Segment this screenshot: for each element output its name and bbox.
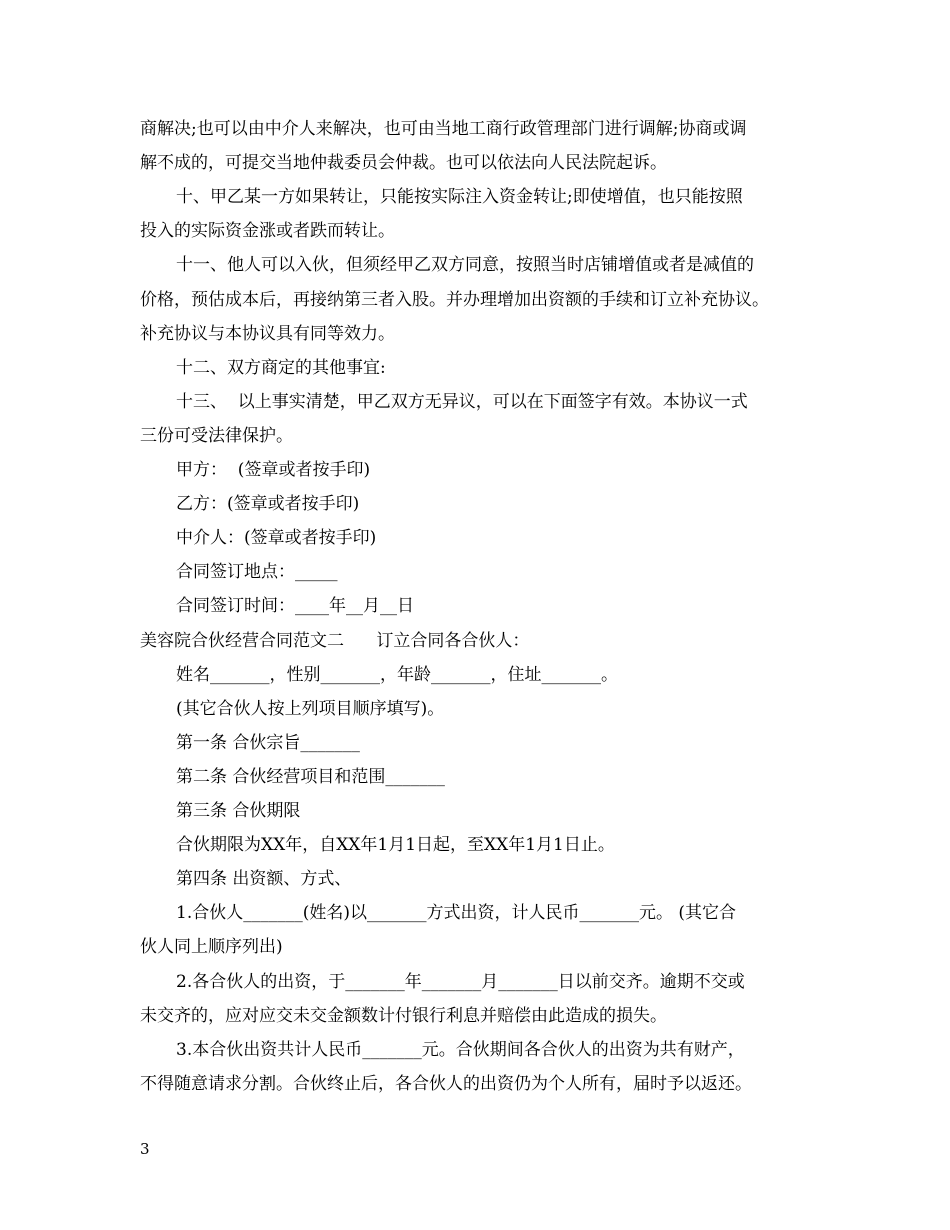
text-line: 1.合伙人_______(姓名)以_______方式出资，计人民币_______元。 (其它合: [176, 903, 737, 923]
text-line: 第一条 合伙宗旨_______: [176, 733, 360, 753]
text-line: 十二、双方商定的其他事宜:: [176, 358, 386, 378]
text-line: 甲方： (签章或者按手印): [176, 460, 371, 480]
text-line: 三份可受法律保护。: [140, 426, 293, 446]
text-line: 未交齐的，应对应交未交金额数计付银行利息并赔偿由此造成的损失。: [140, 1006, 667, 1026]
text-line: 伙人同上顺序列出): [140, 937, 283, 957]
text-line: 不得随意请求分割。合伙终止后，各合伙人的出资仍为个人所有，届时予以返还。: [140, 1074, 752, 1094]
text-line: 第四条 出资额、方式、: [176, 869, 352, 889]
text-line: 乙方：(签章或者按手印): [176, 494, 360, 514]
text-line: 第二条 合伙经营项目和范围_______: [176, 767, 445, 787]
text-line: 解不成的，可提交当地仲裁委员会仲裁。也可以依法向人民法院起诉。: [140, 153, 667, 173]
text-line: 美容院合伙经营合同范文二 订立合同各合伙人：: [140, 631, 530, 651]
text-line: 合同签订地点：_____: [176, 562, 338, 582]
text-line: 十三、 以上事实清楚，甲乙双方无异议，可以在下面签字有效。本协议一式: [176, 392, 748, 412]
text-line: 中介人：(签章或者按手印): [176, 528, 377, 548]
text-line: 十、甲乙某一方如果转让，只能按实际注入资金转让;即使增值，也只能按照: [176, 187, 743, 207]
page-number: 3: [140, 1140, 150, 1158]
text-line: 姓名_______，性别_______，年龄_______，住址_______。: [176, 665, 618, 685]
text-line: (其它合伙人按上列项目顺序填写)。: [176, 699, 445, 719]
text-line: 商解决;也可以由中介人来解决，也可由当地工商行政管理部门进行调解;协商或调: [140, 119, 747, 139]
text-line: 第三条 合伙期限: [176, 801, 301, 821]
text-line: 合伙期限为XX年，自XX年1月1日起，至XX年1月1日止。: [176, 835, 615, 855]
text-line: 合同签订时间：____年__月__日: [176, 596, 414, 616]
text-line: 3.本合伙出资共计人民币_______元。合伙期间各合伙人的出资为共有财产，: [176, 1040, 745, 1060]
text-line: 投入的实际资金涨或者跌而转让。: [140, 221, 395, 241]
text-line: 价格，预估成本后，再接纳第三者入股。并办理增加出资额的手续和订立补充协议。: [140, 290, 769, 310]
text-line: 十一、他人可以入伙，但须经甲乙双方同意，按照当时店铺增值或者是减值的: [176, 255, 754, 275]
text-line: 补充协议与本协议具有同等效力。: [140, 324, 395, 344]
text-line: 2.各合伙人的出资，于_______年_______月_______日以前交齐。逾期不交或: [176, 972, 745, 992]
